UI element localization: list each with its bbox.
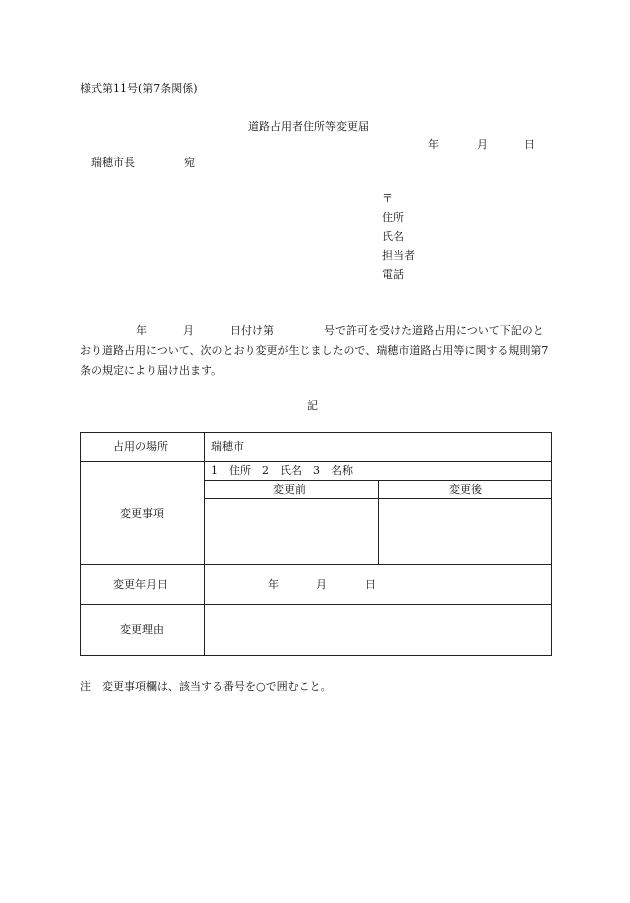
- before-column-header: 変更前: [273, 483, 306, 496]
- location-label: 占用の場所: [113, 440, 168, 453]
- date-month-label: 月: [477, 138, 488, 151]
- applicant-phone-label: 電話: [382, 268, 404, 281]
- ki-heading: 記: [307, 399, 318, 412]
- body-paragraph: [80, 321, 552, 381]
- footnote: 注 変更事項欄は、該当する番号を○で囲むこと。: [80, 680, 332, 693]
- document-title: 道路占用者住所等変更届: [248, 120, 369, 133]
- change-items-options: 1 住所 2 氏名 3 名称: [211, 464, 353, 477]
- addressee-name: 瑞穂市長: [91, 156, 135, 169]
- body-month-label: 月: [183, 324, 194, 337]
- date-day-label: 日: [524, 138, 535, 151]
- body-text: 号で許可を受けた道路占用について下記のとおり道路占用について、次のとおり変更が生じましたので、瑞穂市道路占用等に関する規則第7条の規定により届け出ます。: [80, 324, 549, 377]
- form-number: 様式第11号(第7条関係): [80, 82, 198, 95]
- addressee-suffix: 宛: [184, 156, 195, 169]
- location-value: 瑞穂市: [211, 440, 244, 453]
- body-dated-label: 日付け第: [230, 324, 274, 337]
- applicant-address-label: 住所: [382, 211, 404, 224]
- change-date-day: 日: [365, 578, 376, 591]
- postal-mark: 〒: [382, 192, 393, 205]
- applicant-name-label: 氏名: [382, 230, 404, 243]
- date-year-label: 年: [428, 138, 439, 151]
- change-date-month: 月: [316, 578, 327, 591]
- change-date-label: 変更年月日: [113, 578, 168, 591]
- change-items-label: 変更事項: [120, 507, 164, 520]
- after-column-header: 変更後: [449, 483, 482, 496]
- body-year-label: 年: [136, 324, 147, 337]
- reason-label: 変更理由: [120, 623, 164, 636]
- change-date-year: 年: [268, 578, 279, 591]
- applicant-person-in-charge-label: 担当者: [382, 249, 415, 262]
